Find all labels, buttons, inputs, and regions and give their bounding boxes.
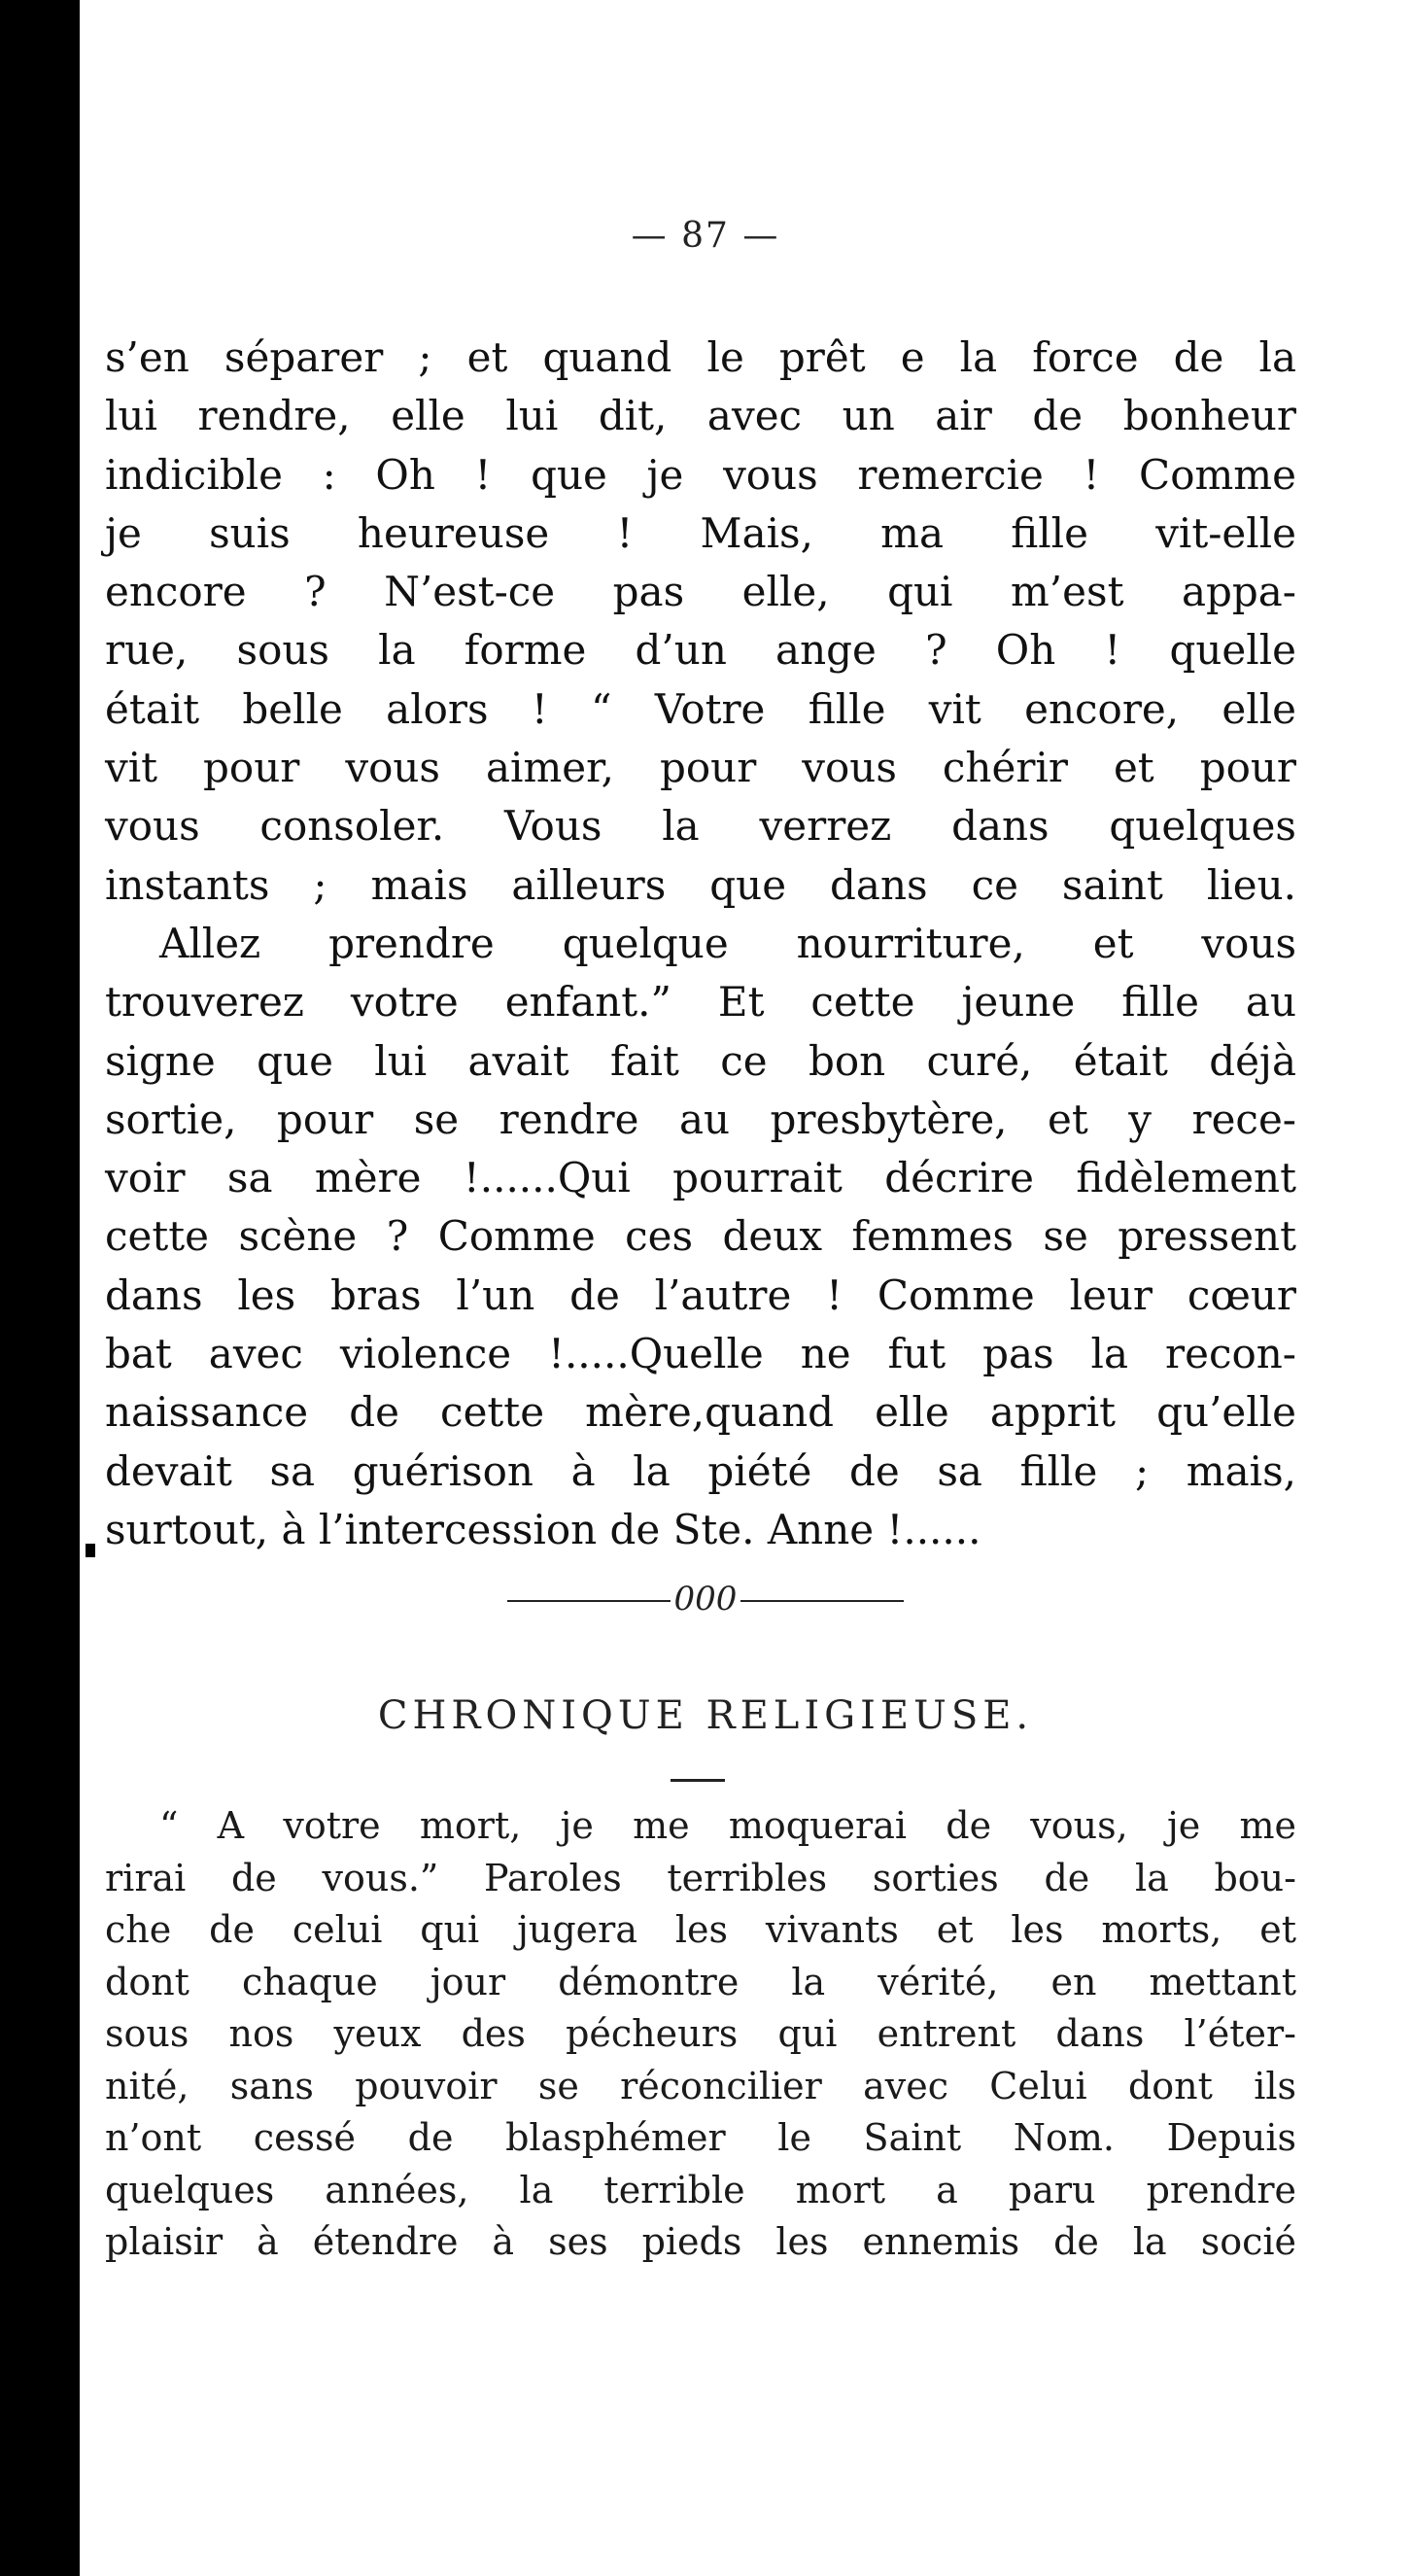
text-line: naissance de cette mère,quand elle apprit qu’elle (105, 1388, 1296, 1437)
text-line: rue, sous la forme d’un ange ? Oh ! quelle (105, 626, 1296, 675)
text-line: trouverez votre enfant.” Et cette jeune fille au (105, 978, 1296, 1027)
text-line: bat avec violence !.....Quelle ne fut pas la recon- (105, 1330, 1296, 1378)
text-line: vous consoler. Vous la verrez dans quelques (105, 802, 1296, 851)
text-line: che de celui qui jugera les vivants et les morts, et (105, 1908, 1296, 1951)
binding-edge (0, 0, 80, 2576)
text-line: lui rendre, elle lui dit, avec un air de bonheur (105, 392, 1296, 440)
text-line: nité, sans pouvoir se réconcilier avec Celui dont ils (105, 2064, 1296, 2107)
text-line: cette scène ? Comme ces deux femmes se pressent (105, 1212, 1296, 1261)
text-line: sous nos yeux des pécheurs qui entrent dans l’éter- (105, 2012, 1296, 2055)
section-paragraph (105, 1800, 1296, 2269)
text-line: Allez prendre quelque nourriture, et vous (159, 919, 1296, 967)
text-line: devait sa guérison à la piété de sa fille ; mais, (105, 1446, 1296, 1495)
text-line: voir sa mère !......Qui pourrait décrire fidèlement (105, 1154, 1296, 1202)
text-line: dont chaque jour démontre la vérité, en mettant (105, 1960, 1296, 2003)
text-line: “ A votre mort, je me moquerai de vous, je me (159, 1804, 1296, 1847)
divider-rule-left (507, 1600, 671, 1602)
section-title: CHRONIQUE RELIGIEUSE. (377, 1693, 1034, 1738)
section-divider (0, 1580, 1411, 1619)
text-line: vit pour vous aimer, pour vous chérir et pour (105, 744, 1296, 792)
text-line: rirai de vous.” Paroles terribles sorties de la bou- (105, 1856, 1296, 1899)
text-line: quelques années, la terrible mort a paru prendre (105, 2168, 1296, 2211)
text-line: signe que lui avait fait ce bon curé, était déjà (105, 1036, 1296, 1085)
text-line: s’en séparer ; et quand le prêt e la force de la (105, 333, 1296, 381)
text-line: plaisir à étendre à ses pieds les ennemis de la socié (105, 2220, 1296, 2263)
text-line: encore ? N’est-ce pas elle, qui m’est appa- (105, 568, 1296, 616)
divider-text: 000 (673, 1580, 738, 1619)
text-line: était belle alors ! “ Votre fille vit encore, elle (105, 684, 1296, 733)
divider-rule-right (740, 1600, 904, 1602)
text-line: je suis heureuse ! Mais, ma fille vit-elle (105, 508, 1296, 557)
page-number: — 87 — (631, 216, 780, 256)
text-line: indicible : Oh ! que je vous remercie ! Comme (105, 450, 1296, 499)
main-paragraph (105, 329, 1296, 1559)
text-line: surtout, à l’intercession de Ste. Anne !...... (105, 1505, 981, 1553)
text-line: n’ont cessé de blasphémer le Saint Nom. Depuis (105, 2116, 1296, 2159)
ink-mark (86, 1544, 95, 1557)
text-line: dans les bras l’un de l’autre ! Comme leur cœur (105, 1271, 1296, 1319)
title-underline (671, 1779, 725, 1782)
text-line: instants ; mais ailleurs que dans ce saint lieu. (105, 860, 1296, 909)
text-line: sortie, pour se rendre au presbytère, et y rece- (105, 1095, 1296, 1143)
